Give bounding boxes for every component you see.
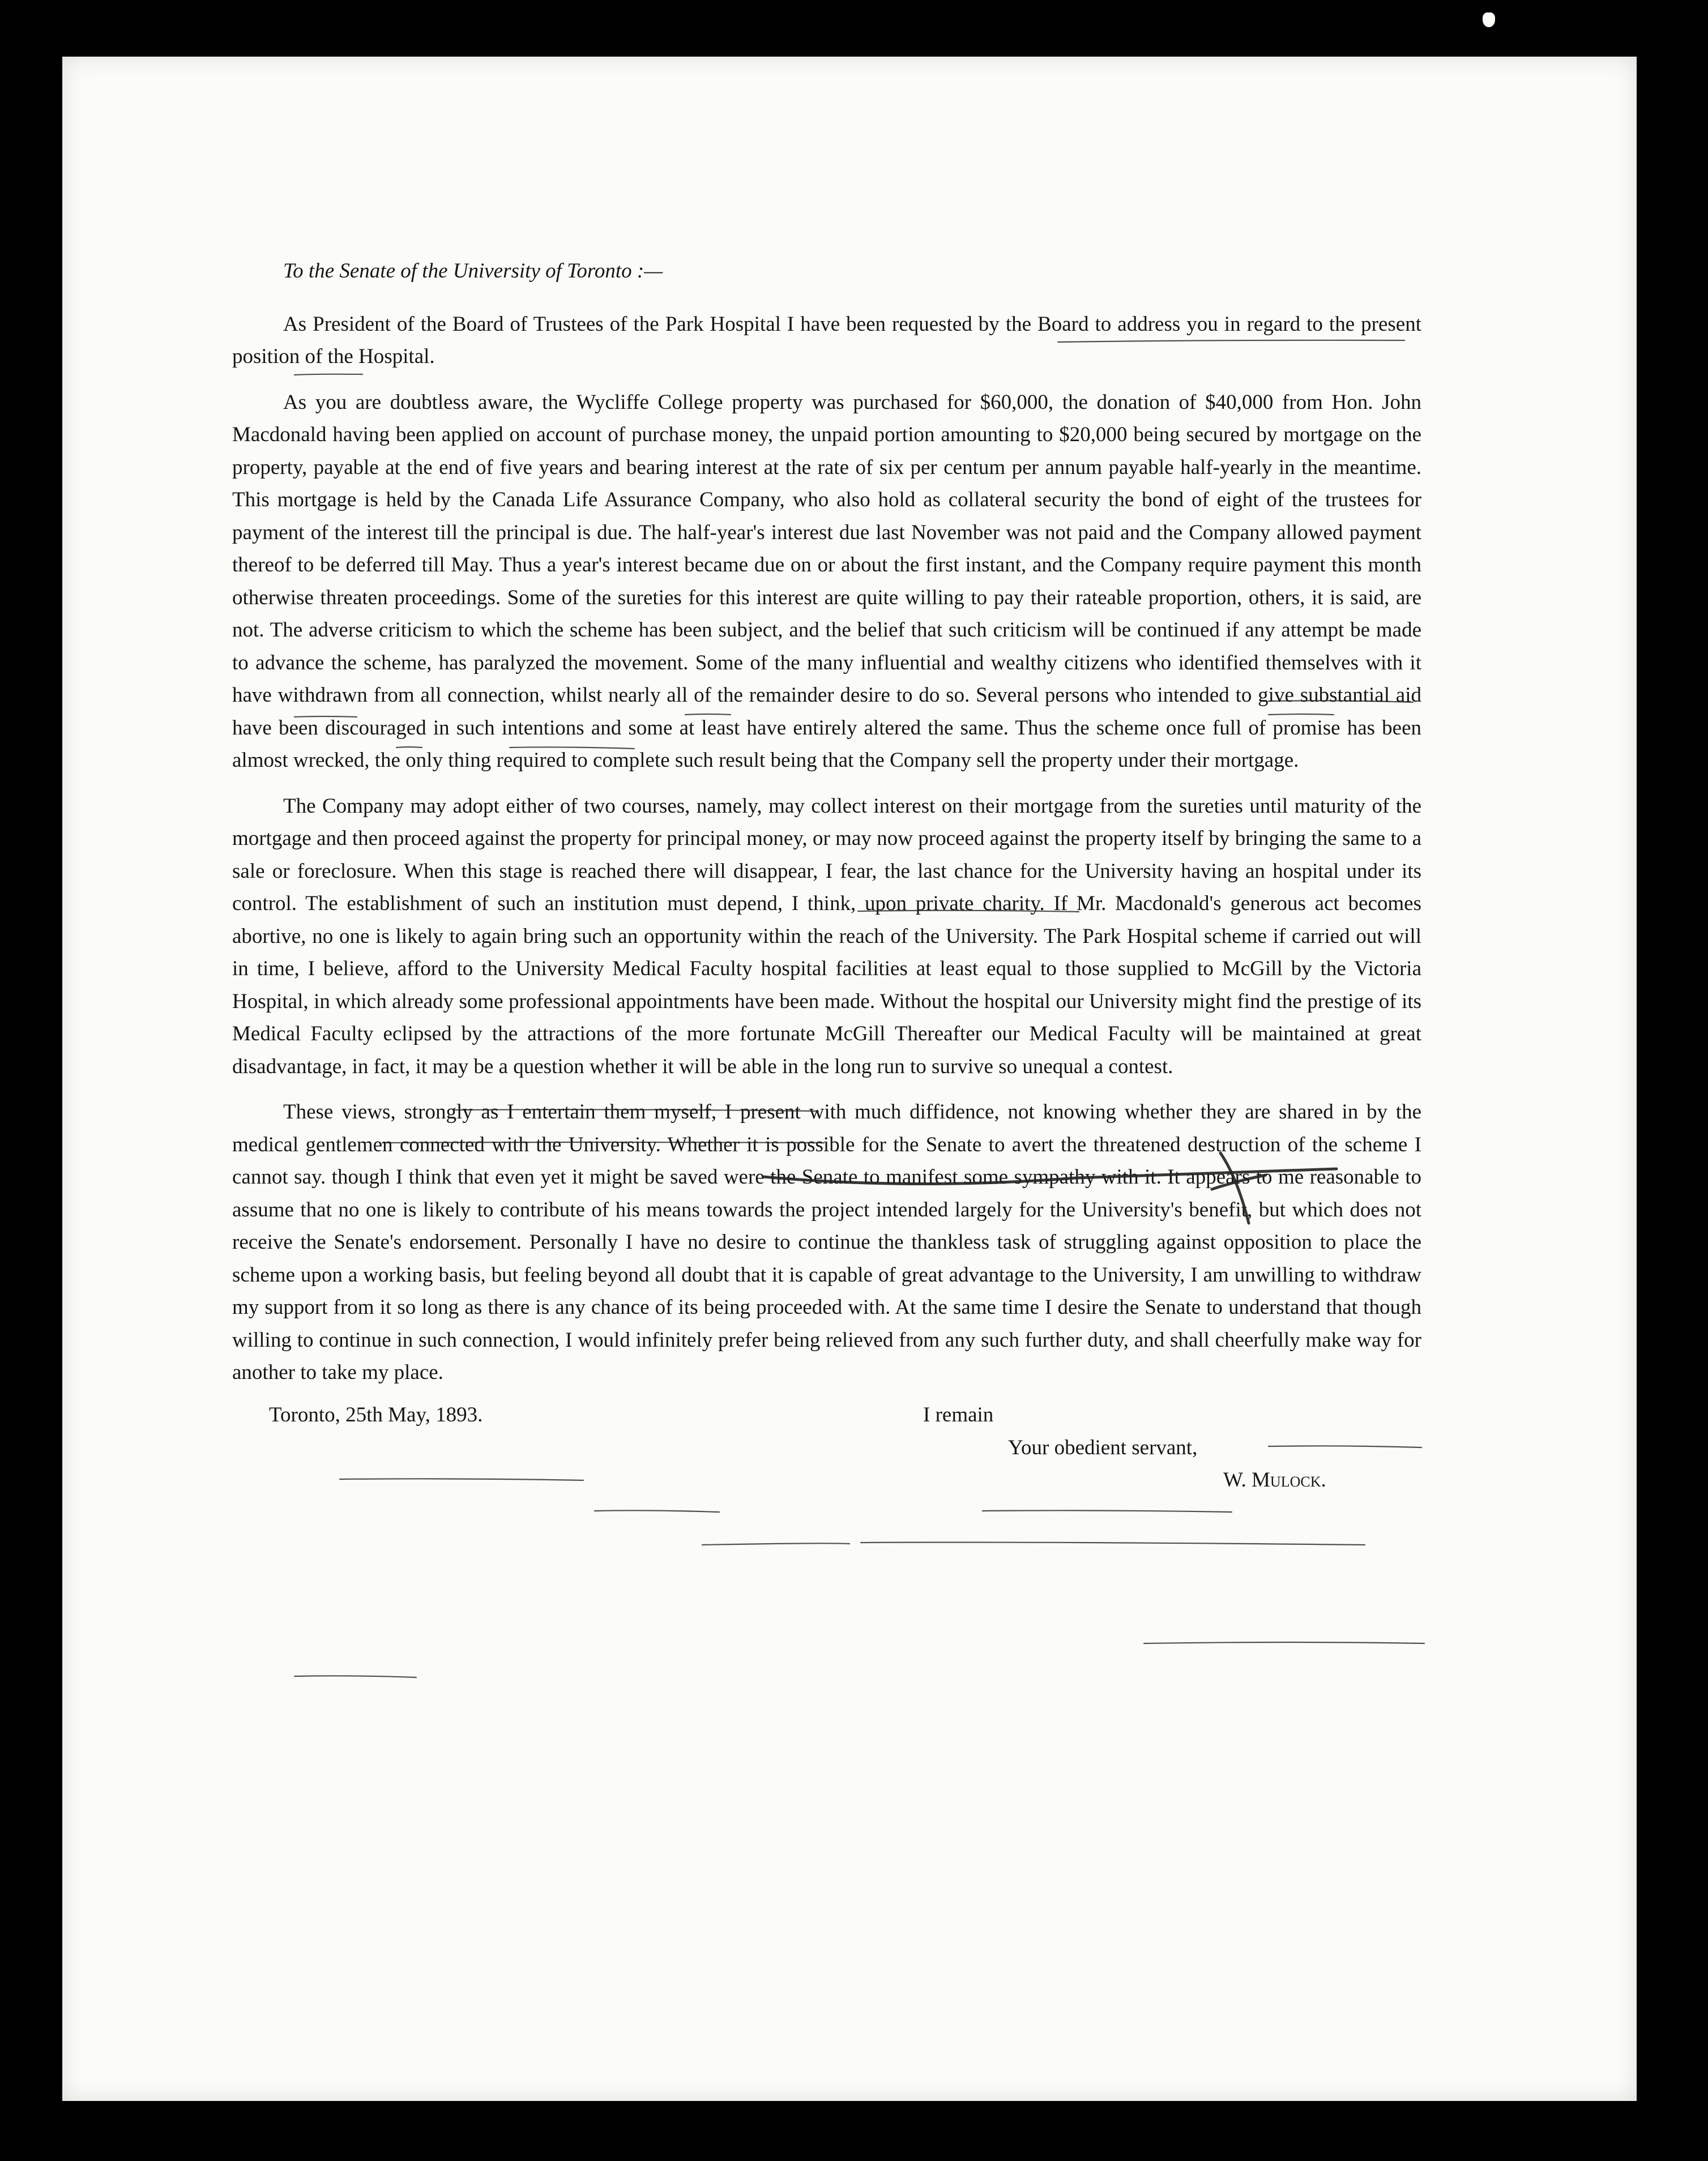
valediction: Your obedient servant, (1008, 1436, 1198, 1459)
paragraph-1: As President of the Board of Trustees of the Park Hospital I have been requested by the Board to address you in regard to the present position of the Hospital. (232, 312, 1421, 368)
closing-line: I remain (923, 1403, 994, 1427)
paragraph-4: These views, strongly as I entertain them myself, I present with much diffidence, not knowing whether they are shared in by the medical gentlemen connected with the University. Whether it is possible for the Senate to avert the threatened destruction of the scheme I cannot say. though I think that even yet it might be saved were the Senate to manifest some sympathy with it. It appears to me reasonable to assume that no one is likely to contribute of his means towards the project intended largely for the University's benefit, but which does not receive the Senate's endorsement. Personally I have no desire to continue the thankless task of struggling against opposition to place the scheme upon a working basis, but feeling beyond all doubt that it is capable of great advantage to the University, I am unwilling to withdraw my support from it so long as there is any chance of its being proceeded with. At the same time I desire the Senate to understand that though willing to continue in such connection, I would infinitely prefer being relieved from any such further duty, and shall cheerfully make way for another to take my place. (232, 1100, 1421, 1384)
signature: W. Mulock. (1223, 1468, 1326, 1492)
salutation: To the Senate of the University of Toronto :— (283, 259, 663, 283)
paragraph-2: As you are doubtless aware, the Wycliffe College property was purchased for $60,000, the donation of $40,000 from Hon. John Macdonald having been applied on account of purchase money, the unpaid portion amounting to $20,000 being secured by mortgage on the property, payable at the end of five years and bearing interest at the rate of six per centum per annum payable half-yearly in the meantime. This mortgage is held by the Canada Life Assurance Company, who also hold as collateral security the bond of eight of the trustees for payment of the interest till the principal is due. The half-year's interest due last November was not paid and the Company allowed payment thereof to be deferred till May. Thus a year's interest became due on or about the first instant, and the Company require payment this month otherwise threaten proceedings. Some of the sureties for this interest are quite willing to pay their rateable proportion, others, it is said, are not. The adverse criticism to which the scheme has been subject, and the belief that such criticism will be continued if any attempt be made to advance the scheme, has paralyzed the movement. Some of the many influential and wealthy citizens who identified themselves with it have withdrawn from all connection, whilst nearly all of the remainder desire to do so. Several persons who intended to give substantial aid have been discouraged in such intentions and some at least have entirely altered the same. Thus the scheme once full of promise has been almost wrecked, the only thing required to complete such result being that the Company sell the property under their mortgage. (232, 390, 1421, 772)
place-date: Toronto, 25th May, 1893. (269, 1403, 483, 1427)
film-mark (1483, 12, 1495, 27)
paragraph-3: The Company may adopt either of two courses, namely, may collect interest on their mortgage from the sureties until maturity of the mortgage and then proceed against the property for principal money, or may now proceed against the property itself by bringing the same to a sale or foreclosure. When this stage is reached there will disappear, I fear, the last chance for the University having an hospital under its control. The establishment of such an institution must depend, I think, upon private charity. If Mr. Macdonald's generous act becomes abortive, no one is likely to again bring such an opportunity within the reach of the University. The Park Hospital scheme if carried out will in time, I believe, afford to the University Medical Faculty hospital facilities at least equal to those supplied to McGill by the Victoria Hospital, in which already some professional appointments have been made. Without the hospital our University might find the prestige of its Medical Faculty eclipsed by the attractions of the more fortunate McGill Thereafter our Medical Faculty will be maintained at great disadvantage, in fact, it may be a question whether it will be able in the long run to survive so unequal a contest. (232, 794, 1421, 1078)
closing-block (232, 1399, 1421, 1506)
letter-body (232, 255, 1421, 1506)
